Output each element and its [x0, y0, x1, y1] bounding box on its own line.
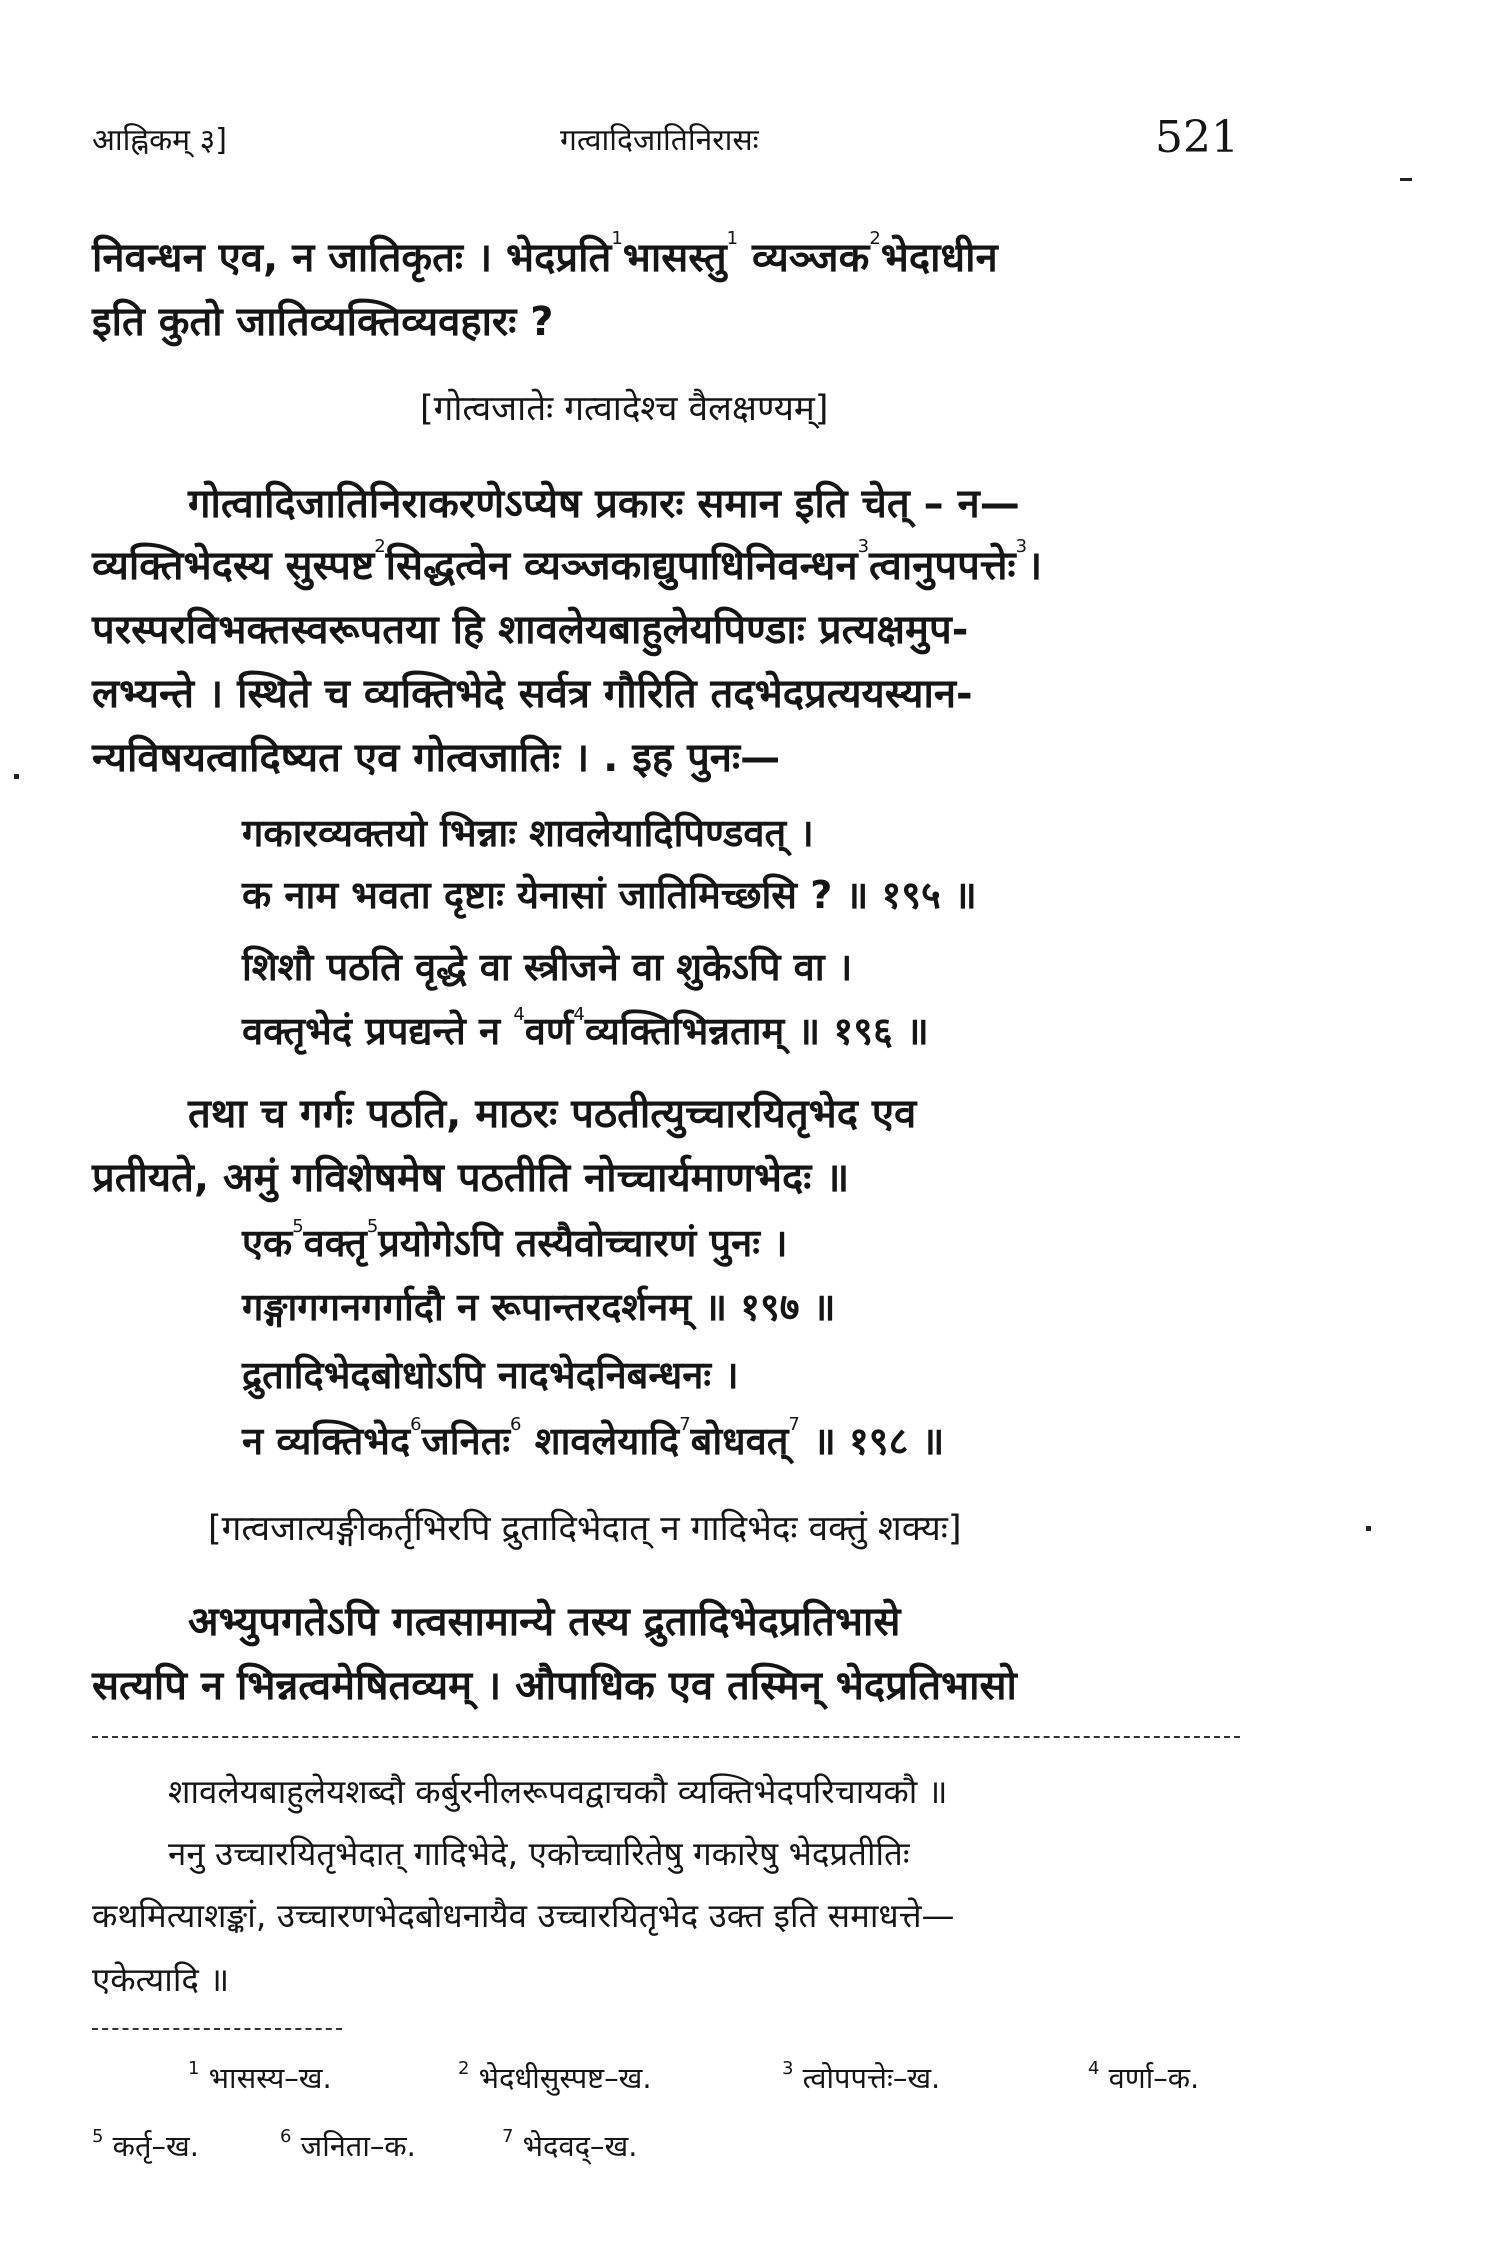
verse-line: शिशौ पठति वृद्धे वा स्त्रीजने वा शुकेऽपि वा । — [242, 945, 853, 989]
verse-line: न व्यक्तिभेद$^6$जनितः$^6$ शावलेयादि$^7$बोधवत्$^7$ ॥ १९८ ॥ — [242, 1414, 945, 1463]
text-line: तथा च गर्गः पठति, माठरः पठतीत्युच्चारयितृभेद एव — [188, 1091, 917, 1137]
scan-speck — [1400, 178, 1412, 181]
page-number: 521 — [1155, 112, 1239, 163]
verse-line: वक्तृभेदं प्रपद्यन्ते न $^4$वर्ण$^4$व्यक्तिभिन्नताम् ॥ १९६ ॥ — [242, 1004, 929, 1053]
running-header-left: आह्निकम् ३] — [92, 123, 227, 158]
commentary-line: ननु उच्चारयितृभेदात् गादिभेदे, एकोच्चारितेषु गकारेषु भेदप्रतीतिः — [168, 1834, 910, 1873]
footnote: $^2$ भेदधीसुस्पष्ट–ख. — [458, 2058, 652, 2095]
text-line: गोत्वादिजातिनिराकरणेऽप्येष प्रकारः समान इति चेत् – न— — [188, 481, 1020, 527]
verse-line: गङ्गागगनगर्गादौ न रूपान्तरदर्शनम् ॥ १९७ ॥ — [242, 1285, 836, 1329]
footnote: $^6$ जनिता–क. — [280, 2126, 416, 2163]
commentary-line: शावलेयबाहुलेयशब्दौ कर्बुरनीलरूपवद्वाचकौ व्यक्तिभेदपरिचायकौ ॥ — [168, 1772, 948, 1811]
commentary-divider — [92, 1736, 1240, 1738]
footnote: $^7$ भेदवद्–ख. — [502, 2126, 638, 2163]
verse-line: द्रुतादिभेदबोधोऽपि नादभेदनिबन्धनः । — [242, 1353, 739, 1397]
verse-line: गकारव्यक्तयो भिन्नाः शावलेयादिपिण्डवत् । — [242, 811, 814, 855]
footnote: $^1$ भासस्य–ख. — [188, 2058, 332, 2095]
footnote-divider — [92, 2028, 342, 2030]
running-header-title: गत्वादिजातिनिरासः — [560, 123, 759, 158]
text-line: इति कुतो जातिव्यक्तिव्यवहारः ? — [92, 299, 554, 345]
text-line: न्यविषयत्वादिष्यत एव गोत्वजातिः । . इह पुनः— — [92, 735, 781, 781]
text-line: निवन्धन एव, न जातिकृतः । भेदप्रति$^1$भासस्तु$^1$ व्यञ्जक$^2$भेदाधीन — [92, 228, 998, 281]
commentary-line: एकेत्यादि ॥ — [92, 1960, 230, 1999]
text-line: अभ्युपगतेऽपि गत्वसामान्ये तस्य द्रुतादिभेदप्रतिभासे — [188, 1599, 901, 1645]
commentary-line: कथमित्याशङ्कां, उच्चारणभेदबोधनायैव उच्चारयितृभेद उक्त इति समाधत्ते— — [92, 1896, 955, 1935]
text-line: सत्यपि न भिन्नत्वमेषितव्यम् । औपाधिक एव तस्मिन् भेदप्रतिभासो — [92, 1663, 1017, 1709]
section-heading: [गत्वजात्यङ्गीकर्तृभिरपि द्रुतादिभेदात् न गादिभेदः वक्तुं शक्यः] — [208, 1509, 962, 1549]
footnote: $^4$ वर्णा–क. — [1088, 2058, 1200, 2095]
text-line: परस्परविभक्तस्वरूपतया हि शावलेयबाहुलेयपिण्डाः प्रत्यक्षमुप- — [92, 607, 969, 653]
verse-line: एक$^5$वक्तृ$^5$प्रयोगेऽपि तस्यैवोच्चारणं पुनः । — [242, 1216, 788, 1265]
scan-speck — [14, 774, 19, 779]
footnote: $^3$ त्वोपपत्तेः–ख. — [782, 2058, 941, 2095]
text-line: प्रतीयते, अमुं गविशेषमेष पठतीति नोच्चार्यमाणभेदः ॥ — [92, 1155, 850, 1201]
text-line: लभ्यन्ते । स्थिते च व्यक्तिभेदे सर्वत्र गौरिति तदभेदप्रत्ययस्यान- — [92, 671, 973, 717]
section-heading: [गोत्वजातेः गत्वादेश्च वैलक्षण्यम्] — [420, 389, 829, 429]
scan-speck — [1366, 1526, 1371, 1531]
footnote: $^5$ कर्तृ–ख. — [92, 2126, 199, 2163]
verse-line: क नाम भवता दृष्टाः येनासां जातिमिच्छसि ? ॥ १९५ ॥ — [242, 873, 977, 917]
text-line: व्यक्तिभेदस्य सुस्पष्ट$^2$सिद्धत्वेन व्यञ्जकाद्युपाधिनिवन्धन$^3$त्वानुपपत्तेः$^3$। — [92, 536, 1043, 589]
